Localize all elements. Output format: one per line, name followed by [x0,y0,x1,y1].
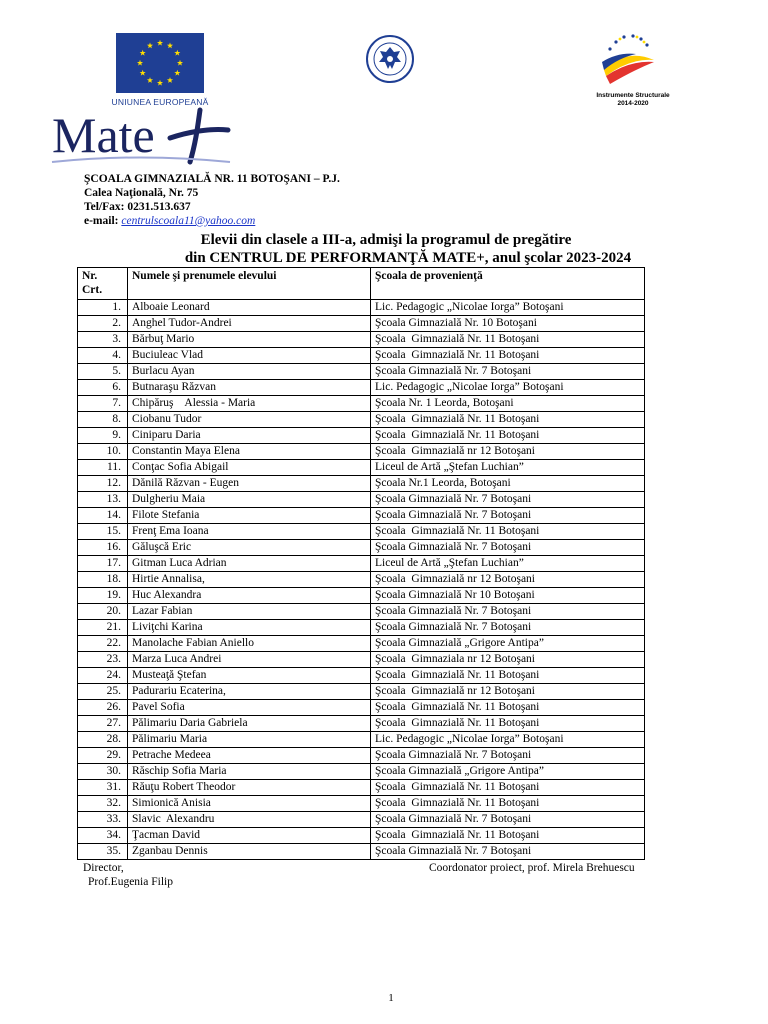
student-name: Manolache Fabian Aniello [128,636,371,652]
header-nr-crt: Nr. Crt. [78,268,128,300]
student-name: Slavic Alexandru [128,812,371,828]
row-number: 12. [78,476,128,492]
student-name: Anghel Tudor-Andrei [128,316,371,332]
table-row [78,540,645,556]
student-name: Frenţ Ema Ioana [128,524,371,540]
table-row [78,316,645,332]
school-of-origin: Şcoala Gimnazială Nr. 7 Botoşani [371,844,645,860]
row-number: 25. [78,684,128,700]
student-name: Simionică Anisia [128,796,371,812]
row-number: 29. [78,748,128,764]
table-row [78,604,645,620]
table-header-row [78,268,645,300]
eu-star-icon [167,77,173,83]
student-name: Găluşcă Eric [128,540,371,556]
student-name: Pavel Sofia [128,700,371,716]
header-school: Şcoala de provenienţă [371,268,645,300]
header-student-name: Numele şi prenumele elevului [128,268,371,300]
student-name: Chipăruş Alessia - Maria [128,396,371,412]
table-row [78,812,645,828]
row-number: 15. [78,524,128,540]
row-number: 24. [78,668,128,684]
row-number: 3. [78,332,128,348]
school-address: Calea Naţională, Nr. 75 [84,187,199,199]
school-of-origin: Şcoala Gimnazială Nr. 7 Botoşani [371,540,645,556]
row-number: 20. [78,604,128,620]
table-row [78,476,645,492]
row-number: 31. [78,780,128,796]
row-number: 19. [78,588,128,604]
eu-star-icon [147,77,153,83]
eu-star-icon [147,42,153,48]
student-name: Burlacu Ayan [128,364,371,380]
eu-caption: UNIUNEA EUROPEANĂ [111,97,209,107]
table-row [78,428,645,444]
row-number: 4. [78,348,128,364]
school-of-origin: Şcoala Gimnazială Nr. 11 Botoşani [371,428,645,444]
student-name: Pălimariu Daria Gabriela [128,716,371,732]
row-number: 11. [78,460,128,476]
student-name: Padurariu Ecaterina, [128,684,371,700]
student-name: Dulgheriu Maia [128,492,371,508]
school-of-origin: Şcoala Gimnazială Nr. 11 Botoşani [371,348,645,364]
school-of-origin: Şcoala Nr. 1 Leorda, Botoşani [371,396,645,412]
school-of-origin: Liceul de Artă „Ştefan Luchian” [371,556,645,572]
school-of-origin: Şcoala Gimnaziala nr 12 Botoşani [371,652,645,668]
table-row [78,844,645,860]
student-name: Ţacman David [128,828,371,844]
school-of-origin: Şcoala Gimnazială Nr. 7 Botoşani [371,812,645,828]
table-row [78,412,645,428]
student-name: Ciobanu Tudor [128,412,371,428]
student-name: Conţac Sofia Abigail [128,460,371,476]
row-number: 17. [78,556,128,572]
table-row [78,716,645,732]
student-name: Ciniparu Daria [128,428,371,444]
table-row [78,620,645,636]
row-number: 22. [78,636,128,652]
school-of-origin: Şcoala Gimnazială Nr. 11 Botoşani [371,668,645,684]
email-link[interactable]: centrulscoala11@yahoo.com [121,215,256,227]
school-of-origin: Liceul de Artă „Ştefan Luchian” [371,460,645,476]
eu-star-icon [140,70,146,76]
school-phone: Tel/Fax: 0231.513.637 [84,201,191,213]
school-of-origin: Şcoala Gimnazială Nr. 7 Botoşani [371,492,645,508]
table-row [78,764,645,780]
eu-star-icon [174,70,180,76]
school-of-origin: Şcoala Gimnazială „Grigore Antipa” [371,764,645,780]
table-row [78,796,645,812]
row-number: 18. [78,572,128,588]
table-row [78,572,645,588]
table-row [78,684,645,700]
student-name: Pălimariu Maria [128,732,371,748]
students-table [77,267,645,860]
school-of-origin: Şcoala Gimnazială Nr. 11 Botoşani [371,700,645,716]
row-number: 5. [78,364,128,380]
table-row [78,444,645,460]
row-number: 28. [78,732,128,748]
school-of-origin: Şcoala Gimnazială Nr 10 Botoşani [371,588,645,604]
coordinator-signature: Coordonator proiect, prof. Mirela Brehuescu [429,862,635,874]
school-of-origin: Şcoala Gimnazială Nr. 7 Botoşani [371,748,645,764]
mate-plus-logo [50,104,250,168]
eu-star-icon [157,80,163,86]
student-name: Liviţchi Karina [128,620,371,636]
school-of-origin: Şcoala Gimnazială Nr. 10 Botoşani [371,316,645,332]
school-of-origin: Şcoala Nr.1 Leorda, Botoşani [371,476,645,492]
table-row [78,588,645,604]
eu-star-icon [167,42,173,48]
table-row [78,300,645,316]
table-row [78,380,645,396]
school-of-origin: Şcoala Gimnazială nr 12 Botoşani [371,684,645,700]
table-row [78,652,645,668]
row-number: 2. [78,316,128,332]
is-caption-line1: Instrumente Structurale [596,92,670,99]
student-name: Marza Luca Andrei [128,652,371,668]
row-number: 10. [78,444,128,460]
table-row [78,668,645,684]
row-number: 7. [78,396,128,412]
row-number: 16. [78,540,128,556]
row-number: 14. [78,508,128,524]
school-of-origin: Lic. Pedagogic „Nicolae Iorga” Botoşani [371,732,645,748]
student-name: Dănilă Răzvan - Eugen [128,476,371,492]
row-number: 23. [78,652,128,668]
school-of-origin: Şcoala Gimnazială Nr. 7 Botoşani [371,508,645,524]
school-of-origin: Şcoala Gimnazială Nr. 11 Botoşani [371,828,645,844]
student-name: Butnaraşu Răzvan [128,380,371,396]
school-of-origin: Lic. Pedagogic „Nicolae Iorga” Botoşani [371,380,645,396]
table-row [78,396,645,412]
student-name: Alboaie Leonard [128,300,371,316]
page-number: 1 [388,992,394,1004]
row-number: 30. [78,764,128,780]
table-row [78,780,645,796]
row-number: 1. [78,300,128,316]
table-row [78,492,645,508]
eu-flag-logo [116,33,204,93]
document-title-line1: Elevii din clasele a III-a, admişi la programul de pregătire [200,232,572,248]
table-row [78,748,645,764]
student-name: Gitman Luca Adrian [128,556,371,572]
eu-star-icon [174,50,180,56]
school-of-origin: Şcoala Gimnazială Nr. 11 Botoşani [371,412,645,428]
school-of-origin: Şcoala Gimnazială Nr. 11 Botoşani [371,716,645,732]
is-caption-line2: 2014-2020 [617,100,649,107]
row-number: 21. [78,620,128,636]
school-of-origin: Şcoala Gimnazială Nr. 11 Botoşani [371,796,645,812]
school-of-origin: Şcoala Gimnazială Nr. 11 Botoşani [371,780,645,796]
eu-star-icon [137,60,143,66]
school-of-origin: Şcoala Gimnazială nr 12 Botoşani [371,572,645,588]
structural-instruments-caption [580,92,686,108]
school-of-origin: Şcoala Gimnazială Nr. 7 Botoşani [371,620,645,636]
table-row [78,636,645,652]
row-number: 27. [78,716,128,732]
row-number: 33. [78,812,128,828]
eu-stars-icon [116,33,204,93]
table-row [78,348,645,364]
table-row [78,364,645,380]
school-of-origin: Lic. Pedagogic „Nicolae Iorga” Botoşani [371,300,645,316]
table-row [78,460,645,476]
eu-star-icon [177,60,183,66]
row-number: 26. [78,700,128,716]
document-title-line2: din CENTRUL DE PERFORMANŢĂ MATE+, anul şcolar 2023-2024 [184,250,632,266]
row-number: 13. [78,492,128,508]
mate-logo-text: Mate [52,107,155,163]
student-name: Zganbau Dennis [128,844,371,860]
structural-instruments-logo [596,30,660,90]
student-name: Filote Stefania [128,508,371,524]
student-name: Bărbuţ Mario [128,332,371,348]
student-name: Petrache Medeea [128,748,371,764]
table-row [78,556,645,572]
email-label: e-mail: [84,215,122,227]
school-of-origin: Şcoala Gimnazială Nr. 7 Botoşani [371,604,645,620]
school-email-line [84,215,255,228]
student-name: Buciuleac Vlad [128,348,371,364]
row-number: 35. [78,844,128,860]
student-name: Constantin Maya Elena [128,444,371,460]
row-number: 34. [78,828,128,844]
director-title: Director, [83,862,124,874]
table-row [78,508,645,524]
school-of-origin: Şcoala Gimnazială Nr. 11 Botoşani [371,332,645,348]
table-row [78,332,645,348]
student-name: Răuţu Robert Theodor [128,780,371,796]
school-of-origin: Şcoala Gimnazială Nr. 7 Botoşani [371,364,645,380]
school-of-origin: Şcoala Gimnazială nr 12 Botoşani [371,444,645,460]
table-row [78,700,645,716]
student-name: Musteaţă Ştefan [128,668,371,684]
row-number: 6. [78,380,128,396]
table-row [78,828,645,844]
school-of-origin: Şcoala Gimnazială Nr. 11 Botoşani [371,524,645,540]
student-name: Huc Alexandra [128,588,371,604]
eu-star-icon [140,50,146,56]
school-name: ŞCOALA GIMNAZIALĂ NR. 11 BOTOŞANI – P.J. [84,173,340,185]
eu-star-icon [157,40,163,46]
row-number: 9. [78,428,128,444]
row-number: 8. [78,412,128,428]
student-name: Răschip Sofia Maria [128,764,371,780]
student-name: Lazar Fabian [128,604,371,620]
school-of-origin: Şcoala Gimnazială „Grigore Antipa” [371,636,645,652]
table-row [78,732,645,748]
row-number: 32. [78,796,128,812]
student-name: Hirtie Annalisa, [128,572,371,588]
director-name: Prof.Eugenia Filip [88,876,173,888]
table-row [78,524,645,540]
romanian-government-seal [362,34,418,84]
